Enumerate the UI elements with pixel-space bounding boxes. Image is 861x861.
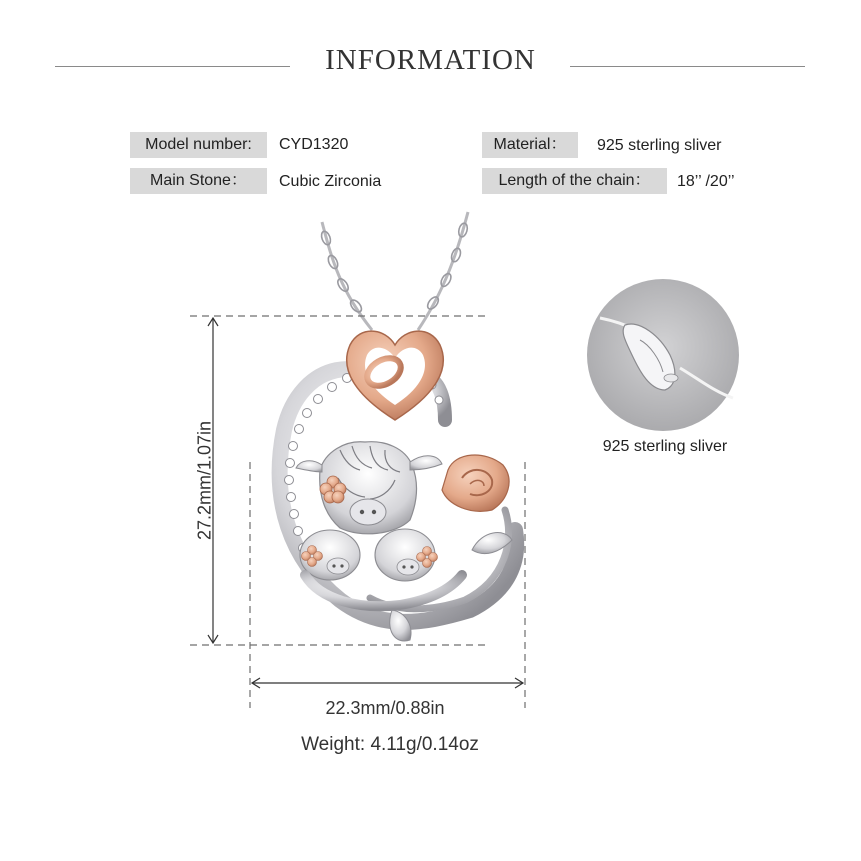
chain <box>322 212 468 330</box>
highland-cow <box>296 442 442 534</box>
weight-label: Weight: 4.11g/0.14oz <box>301 734 479 755</box>
material-label: Material： <box>482 132 578 158</box>
material-value: 925 sterling sliver <box>597 137 722 154</box>
chain-links <box>320 222 469 314</box>
main-stone-label: Main Stone： <box>130 168 267 194</box>
clasp-detail-caption: 925 sterling sliver <box>602 438 728 455</box>
model-number-label: Model number: <box>130 132 267 158</box>
clasp-detail-circle <box>587 279 739 431</box>
width-dimension-label: 22.3mm/0.88in <box>325 698 445 718</box>
main-stone-value: Cubic Zirconia <box>279 173 382 190</box>
chain-length-value: 18’’ /20’’ <box>677 173 735 190</box>
height-dimension-label: 27.2mm/1.07in <box>194 420 215 541</box>
rose-flower <box>442 455 509 511</box>
page-title: INFORMATION <box>325 44 536 76</box>
chain-length-label: Length of the chain： <box>482 168 667 194</box>
calf-right <box>375 529 438 581</box>
model-number-value: CYD1320 <box>279 136 349 153</box>
